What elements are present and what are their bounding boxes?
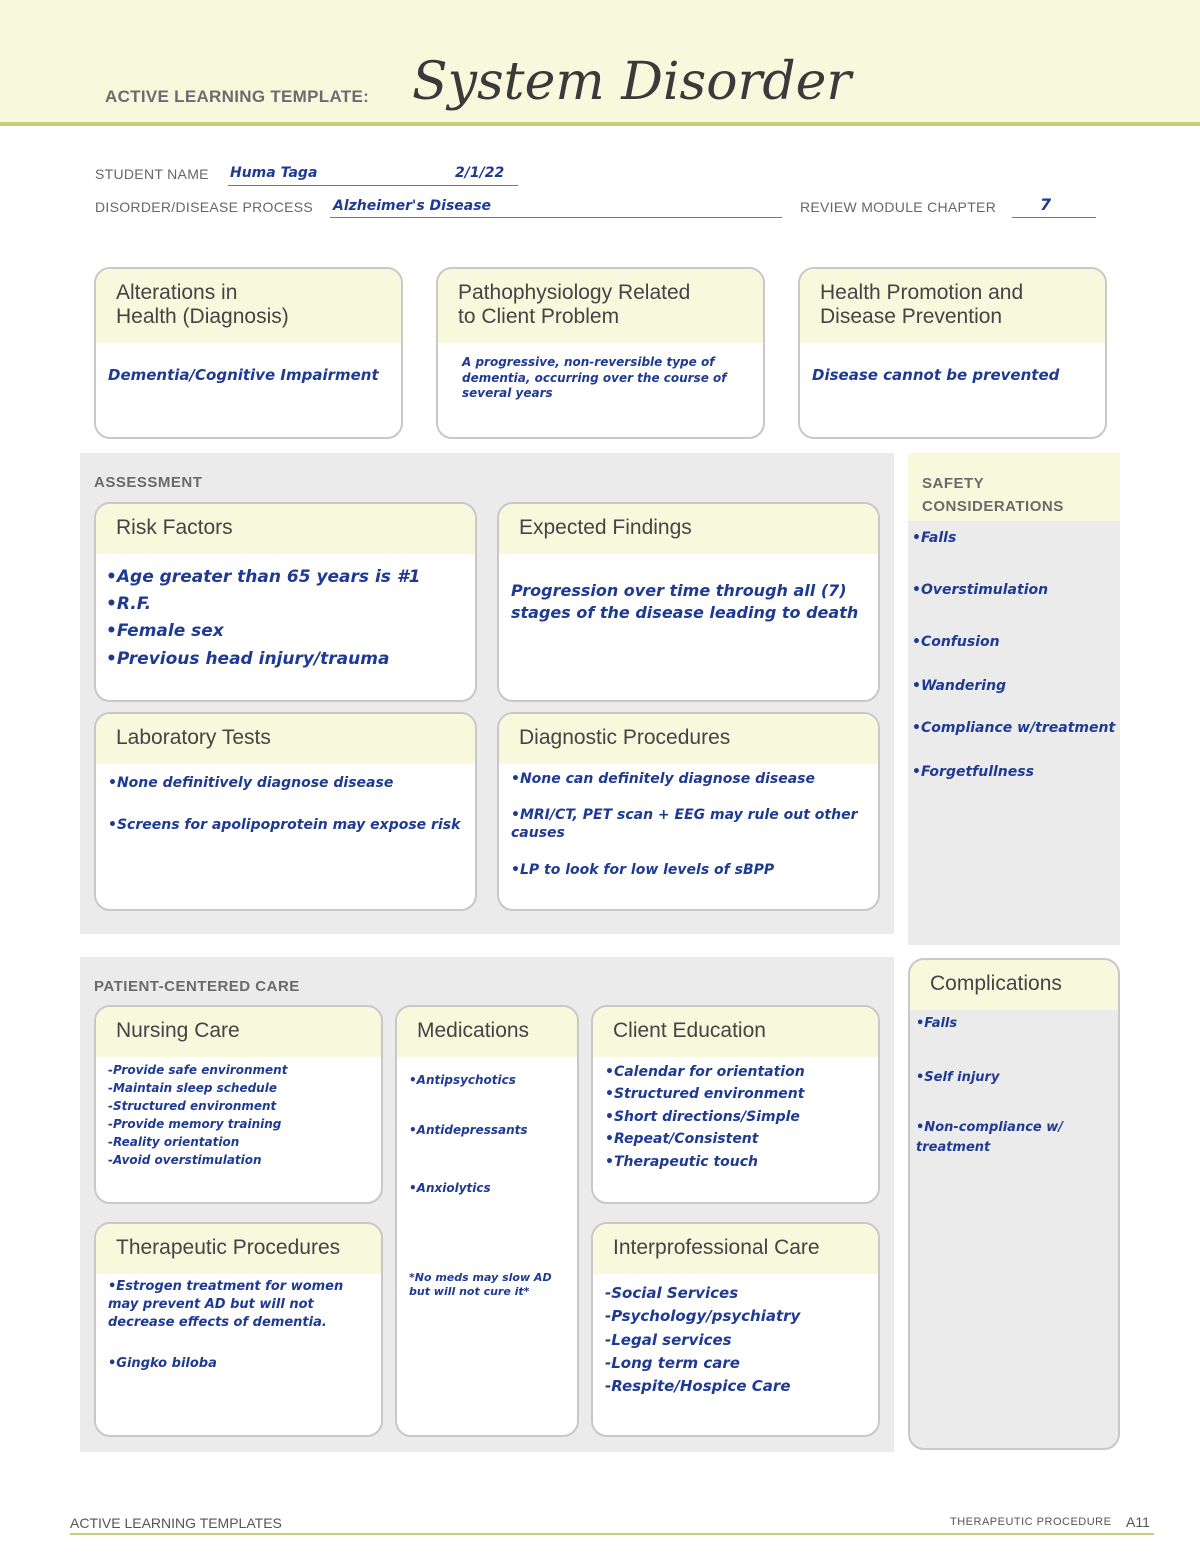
footer-left-text: ACTIVE LEARNING TEMPLATES [70, 1515, 282, 1531]
interprofessional-item[interactable]: -Legal services [605, 1330, 732, 1349]
page-number: A11 [1126, 1514, 1150, 1530]
nursing-item[interactable]: -Maintain sleep schedule [108, 1081, 277, 1095]
assessment-label: ASSESSMENT [94, 474, 203, 491]
medications-box [395, 1005, 579, 1437]
interprofessional-list [593, 1274, 878, 1408]
risk-factors-list [96, 554, 475, 683]
therapeutic-list [96, 1274, 381, 1383]
diagnostic-list [499, 764, 878, 889]
chapter-line [1012, 199, 1096, 218]
medications-list [397, 1057, 577, 1310]
education-item[interactable]: •Therapeutic touch [605, 1153, 759, 1170]
expected-findings-title: Expected Findings [499, 504, 878, 554]
interprofessional-title: Interprofessional Care [593, 1224, 878, 1274]
medication-item[interactable]: •Antidepressants [409, 1123, 528, 1137]
nursing-item[interactable]: -Provide safe environment [108, 1063, 288, 1077]
education-item[interactable]: •Structured environment [605, 1086, 805, 1103]
safety-label: SAFETY CONSIDERATIONS [922, 475, 1064, 515]
health-promotion-title: Health Promotion and Disease Prevention [800, 269, 1105, 343]
interprofessional-item[interactable]: -Social Services [605, 1284, 739, 1302]
nursing-care-title: Nursing Care [96, 1007, 381, 1057]
therapeutic-box [94, 1222, 383, 1437]
chapter-label: REVIEW MODULE CHAPTER [800, 199, 997, 215]
education-item[interactable]: •Repeat/Consistent [605, 1131, 759, 1148]
nursing-item[interactable]: -Provide memory training [108, 1117, 282, 1131]
complications-title: Complications [910, 960, 1118, 1010]
student-name-label: STUDENT NAME [95, 166, 209, 182]
alterations-box [94, 267, 403, 439]
complication-item[interactable]: •Self injury [916, 1070, 1000, 1085]
risk-factor-item[interactable]: •R.F. [106, 594, 152, 615]
alterations-text[interactable]: Dementia/Cognitive Impairment [108, 366, 379, 384]
interprofessional-item[interactable]: -Respite/Hospice Care [605, 1377, 791, 1395]
client-education-title: Client Education [593, 1007, 878, 1057]
safety-item[interactable]: •Wandering [912, 678, 1007, 694]
education-item[interactable]: •Short directions/Simple [605, 1108, 800, 1125]
nursing-item[interactable]: -Avoid overstimulation [108, 1153, 262, 1167]
disorder-label: DISORDER/DISEASE PROCESS [95, 199, 314, 215]
pathophysiology-title: Pathophysiology Related to Client Problem [438, 269, 763, 343]
chapter-value[interactable]: 7 [1040, 195, 1052, 214]
diagnostic-box [497, 712, 880, 911]
risk-factor-item[interactable]: •Age greater than 65 years is #1 [106, 567, 421, 587]
template-label: ACTIVE LEARNING TEMPLATE: [105, 87, 370, 106]
medication-item[interactable]: •Anxiolytics [409, 1181, 491, 1195]
date-value[interactable]: 2/1/22 [455, 165, 505, 181]
expected-findings-box [497, 502, 880, 702]
medication-item[interactable]: •Antipsychotics [409, 1073, 516, 1087]
diagnostic-item[interactable]: •None can definitely diagnose disease [511, 771, 815, 787]
safety-item[interactable]: •Forgetfullness [912, 764, 1034, 780]
patient-care-label: PATIENT-CENTERED CARE [94, 978, 300, 995]
complications-box [908, 958, 1120, 1450]
client-education-list [593, 1057, 878, 1183]
interprofessional-item[interactable]: -Psychology/psychiatry [605, 1307, 801, 1326]
safety-item[interactable]: •Confusion [912, 634, 1000, 650]
page-title: System Disorder [412, 52, 852, 112]
alterations-title: Alterations in Health (Diagnosis) [96, 269, 401, 343]
lab-tests-list [96, 764, 475, 845]
risk-factor-item[interactable]: •Previous head injury/trauma [106, 648, 390, 669]
footer-rule [70, 1533, 1154, 1535]
nursing-item[interactable]: -Structured environment [108, 1099, 277, 1113]
safety-item[interactable]: •Overstimulation [912, 582, 1049, 598]
complications-list [910, 1010, 1118, 1161]
nursing-care-box [94, 1005, 383, 1204]
disorder-value[interactable]: Alzheimer's Disease [333, 198, 492, 214]
complication-item[interactable]: •Falls [916, 1016, 958, 1031]
interprofessional-box [591, 1222, 880, 1437]
health-promotion-text[interactable]: Disease cannot be prevented [812, 366, 1060, 384]
pathophysiology-text[interactable]: A progressive, non-reversible type of dementia, occurring over the course of several years [462, 355, 727, 401]
client-education-box [591, 1005, 880, 1204]
risk-factors-title: Risk Factors [96, 504, 475, 554]
lab-test-item[interactable]: •Screens for apolipoprotein may expose risk [108, 816, 461, 833]
interprofessional-item[interactable]: -Long term care [605, 1353, 740, 1372]
lab-tests-box [94, 712, 477, 911]
expected-findings-text[interactable]: Progression over time through all (7) stages of the disease leading to death [511, 581, 859, 623]
medication-note[interactable]: *No meds may slow AD but will not cure it* [409, 1271, 556, 1299]
medications-title: Medications [397, 1007, 577, 1057]
therapeutic-item[interactable]: •Estrogen treatment for women may prevent AD but will not decrease effects of dementia. [108, 1279, 348, 1331]
safety-item[interactable]: •Falls [912, 530, 957, 546]
health-promotion-box [798, 267, 1107, 439]
therapeutic-title: Therapeutic Procedures [96, 1224, 381, 1274]
nursing-item[interactable]: -Reality orientation [108, 1135, 240, 1149]
risk-factors-box [94, 502, 477, 702]
student-name-value[interactable]: Huma Taga [230, 165, 318, 181]
lab-test-item[interactable]: •None definitively diagnose disease [108, 775, 394, 791]
lab-tests-title: Laboratory Tests [96, 714, 475, 764]
complication-item[interactable]: •Non-compliance w/ treatment [916, 1120, 1068, 1155]
therapeutic-item[interactable]: •Gingko biloba [108, 1355, 217, 1371]
diagnostic-item[interactable]: •MRI/CT, PET scan + EEG may rule out other causes [511, 807, 863, 842]
safety-list [912, 530, 1117, 780]
pathophysiology-box [436, 267, 765, 439]
footer-right-text: THERAPEUTIC PROCEDURE [950, 1516, 1112, 1528]
diagnostic-title: Diagnostic Procedures [499, 714, 878, 764]
diagnostic-item[interactable]: •LP to look for low levels of sBPP [511, 861, 775, 878]
education-item[interactable]: •Calendar for orientation [605, 1064, 805, 1080]
nursing-care-list [96, 1057, 381, 1179]
risk-factor-item[interactable]: •Female sex [106, 621, 224, 642]
safety-item[interactable]: •Compliance w/treatment [912, 720, 1116, 736]
